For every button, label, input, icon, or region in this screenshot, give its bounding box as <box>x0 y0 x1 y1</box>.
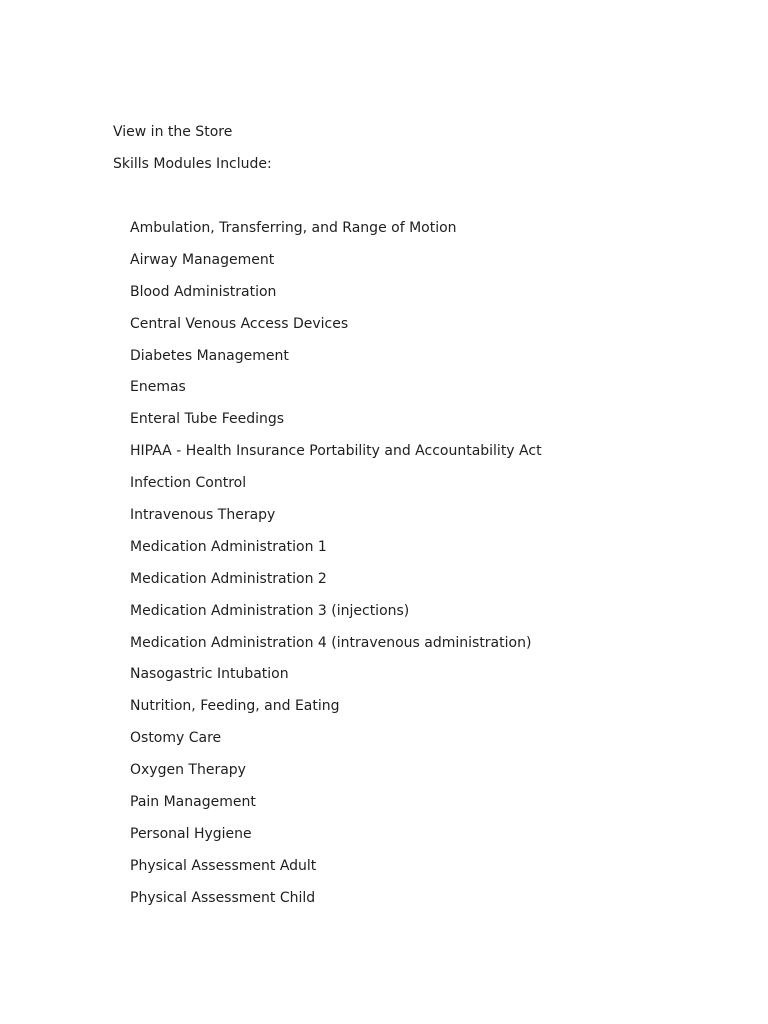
list-item: Physical Assessment Adult <box>130 857 317 874</box>
list-item: Central Venous Access Devices <box>130 315 349 332</box>
list-item: Medication Administration 3 (injections) <box>130 602 410 619</box>
list-item: HIPAA - Health Insurance Portability and Accountability Act <box>130 443 542 460</box>
list-item: Physical Assessment Child <box>130 889 316 906</box>
list-item: Ambulation, Transferring, and Range of Motion <box>130 220 457 236</box>
list-item: Oxygen Therapy <box>130 762 246 779</box>
list-item: Blood Administration <box>130 283 277 300</box>
modules-heading: Skills Modules Include: <box>113 156 272 172</box>
list-item: Enteral Tube Feedings <box>130 411 285 428</box>
list-item: Diabetes Management <box>130 347 289 364</box>
list-item: Medication Administration 1 <box>130 538 327 555</box>
list-item: Medication Administration 2 <box>130 570 327 587</box>
list-item: Enemas <box>130 379 186 396</box>
list-item: Medication Administration 4 (intravenous administration) <box>130 634 532 651</box>
list-item: Nutrition, Feeding, and Eating <box>130 698 340 715</box>
list-item: Nasogastric Intubation <box>130 666 289 683</box>
list-item: Intravenous Therapy <box>130 507 276 524</box>
list-item: Infection Control <box>130 475 247 492</box>
list-item: Personal Hygiene <box>130 825 252 842</box>
list-item: Airway Management <box>130 251 275 268</box>
skills-module-list <box>130 219 542 921</box>
list-item: Pain Management <box>130 794 256 811</box>
view-in-store-link[interactable]: View in the Store <box>113 124 233 140</box>
list-item: Ostomy Care <box>130 730 222 747</box>
